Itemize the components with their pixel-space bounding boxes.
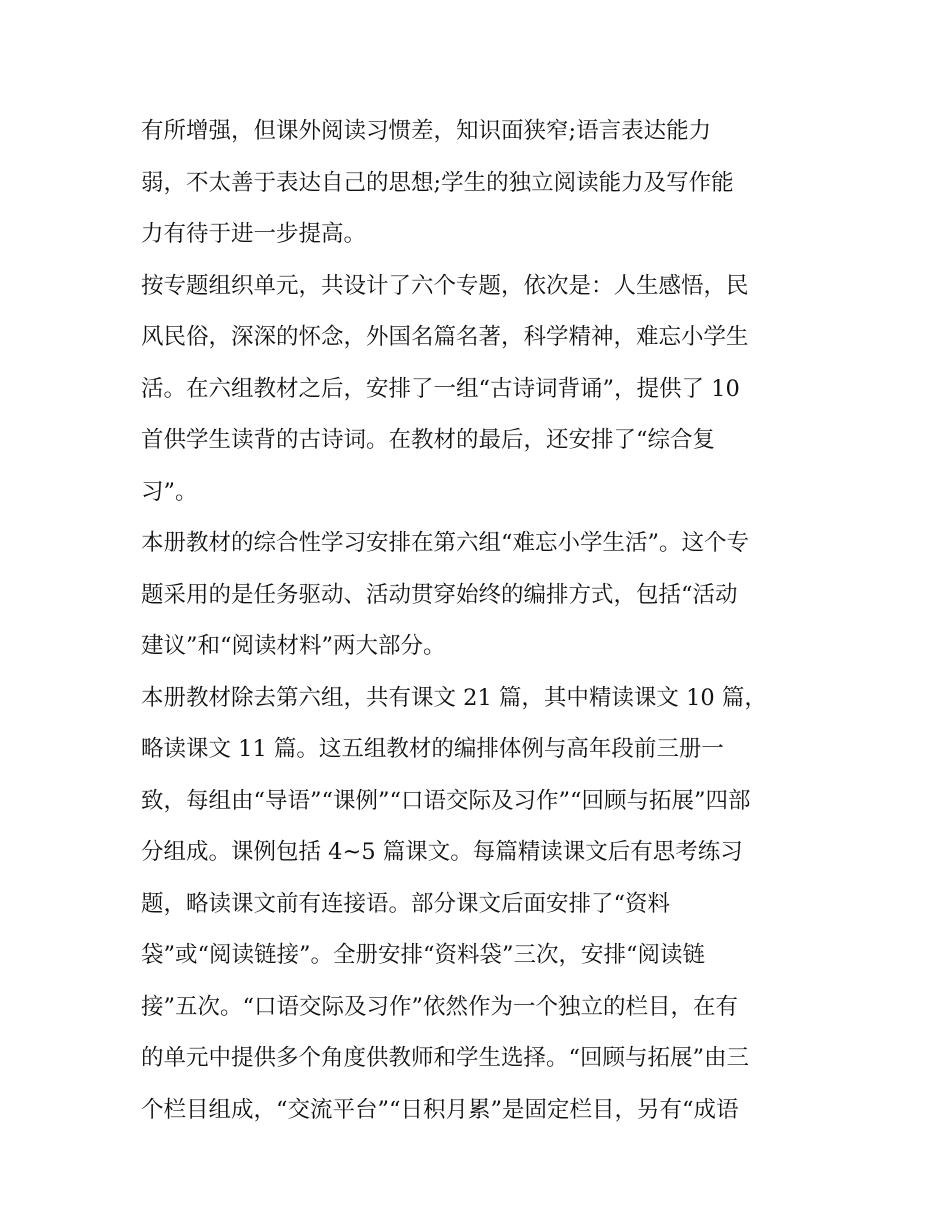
text-line: 风民俗，深深的怀念，外国名篇名著，科学精神，难忘小学生	[141, 324, 749, 350]
text-line: 本册教材的综合性学习安排在第六组“难忘小学生活”。这个专	[141, 530, 750, 556]
text-line: 有所增强，但课外阅读习惯差，知识面狭窄;语言表达能力	[141, 118, 712, 144]
text-line: 接”五次。“口语交际及习作”依然作为一个独立的栏目，在有	[141, 993, 739, 1020]
text-line: 按专题组织单元，共设计了六个专题，依次是：人生感悟，民	[141, 272, 749, 299]
text-line: 袋”或“阅读链接”。全册安排“资料袋”三次，安排“阅读链	[141, 942, 706, 968]
text-line: 活。在六组教材之后，安排了一组“古诗词背诵”，提供了 10	[141, 375, 740, 402]
text-line: 个栏目组成，“交流平台”“日积月累”是固定栏目，另有“成语	[141, 1096, 739, 1123]
text-line: 题，略读课文前有连接语。部分课文后面安排了“资料	[141, 890, 671, 917]
text-line: 弱，不太善于表达自己的思想;学生的独立阅读能力及写作能	[141, 169, 734, 196]
text-line: 习”。	[141, 478, 198, 505]
body-text	[141, 106, 821, 1136]
text-line: 的单元中提供多个角度供教师和学生选择。“回顾与拓展”由三	[141, 1045, 750, 1071]
text-line: 分组成。课例包括 4~5 篇课文。每篇精读课文后有思考练习	[141, 839, 743, 865]
text-line: 力有待于进一步提高。	[141, 221, 367, 247]
text-line: 建议”和“阅读材料”两大部分。	[141, 633, 446, 659]
text-line: 题采用的是任务驱动、活动贯穿始终的编排方式，包括“活动	[141, 581, 738, 608]
text-line: 本册教材除去第六组，共有课文 21 篇，其中精读课文 10 篇，	[141, 684, 767, 711]
text-line: 首供学生读背的古诗词。在教材的最后，还安排了“综合复	[141, 427, 716, 453]
text-line: 略读课文 11 篇。这五组教材的编排体例与高年段前三册一	[141, 736, 724, 762]
text-line: 致，每组由“导语”“课例”“口语交际及习作”“回顾与拓展”四部	[141, 787, 751, 814]
